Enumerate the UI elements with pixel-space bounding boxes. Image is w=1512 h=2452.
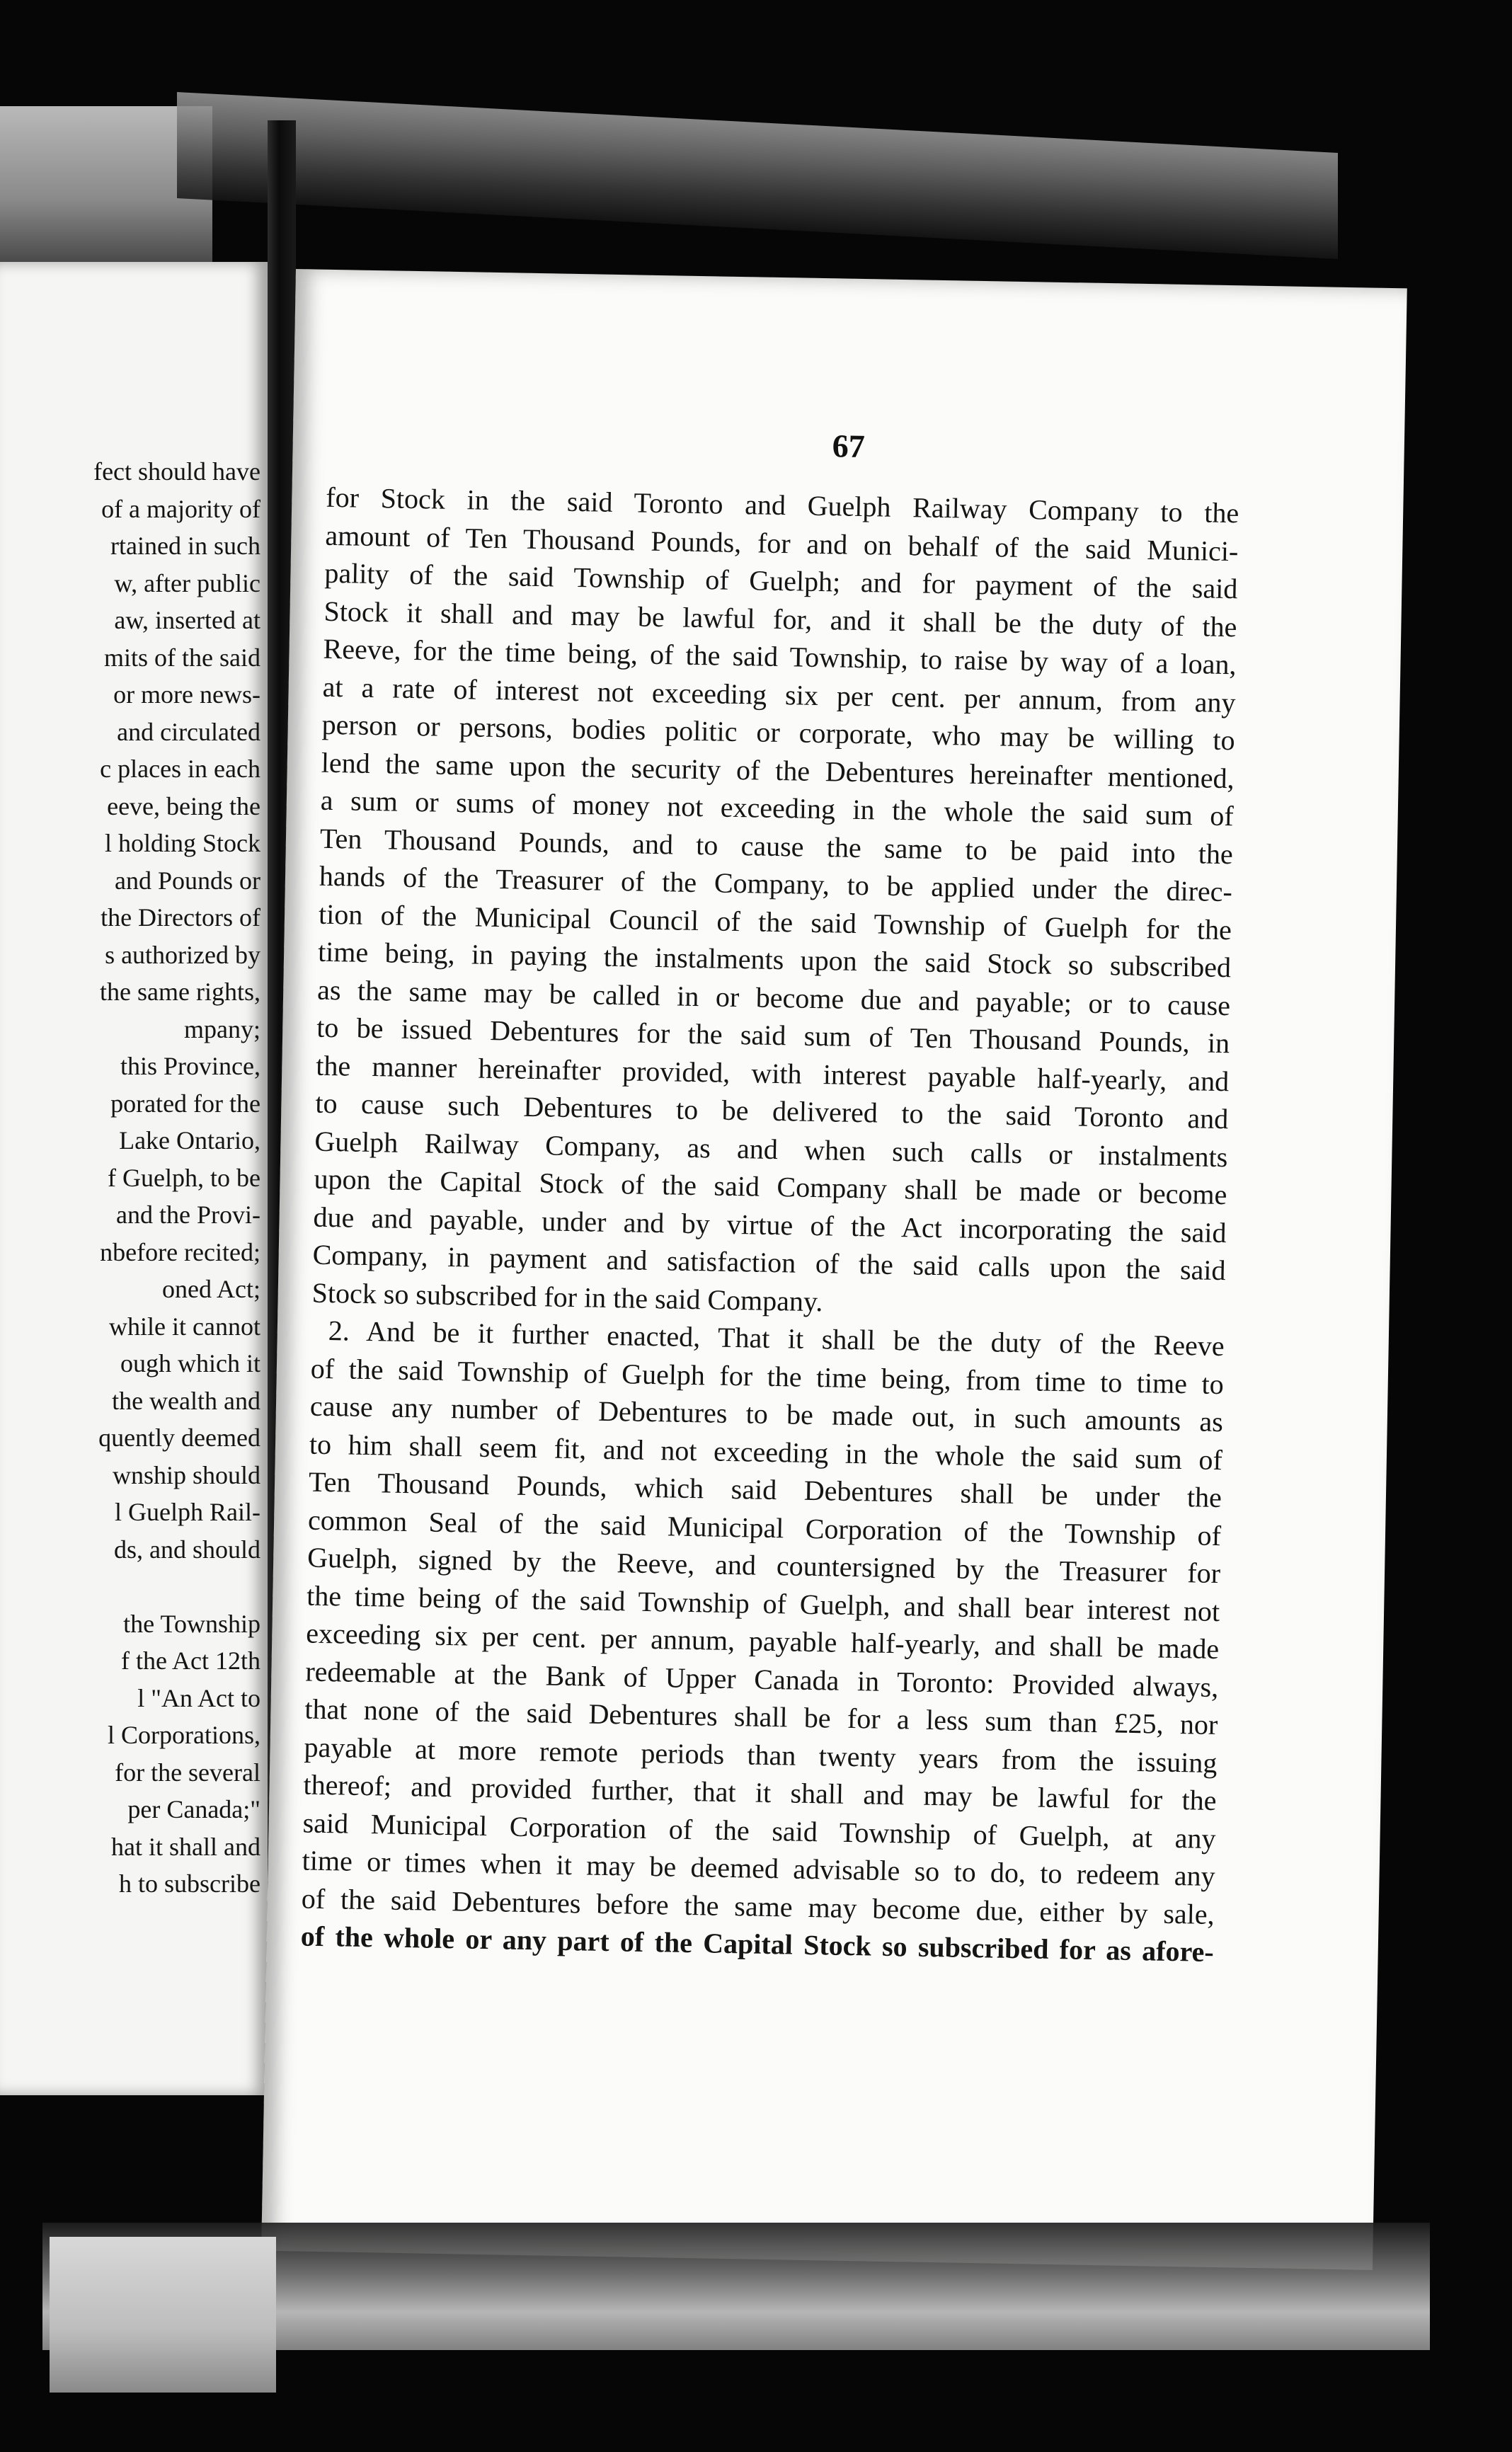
text-line: for Stock in the said Toronto and Guelph Railway Company to the <box>325 481 1239 529</box>
text-line: Guelph Railway Company, as and when such calls or instalments <box>314 1125 1228 1173</box>
left-text-line: ds, and should <box>114 1535 260 1564</box>
left-text-line: aw, inserted at <box>114 606 260 634</box>
text-line: upon the Capital Stock of the said Company shall be made or become <box>314 1162 1227 1211</box>
left-text-line: s authorized by <box>105 940 260 969</box>
text-line: Guelph, signed by the Reeve, and countersigned by the Treasurer for <box>307 1541 1221 1590</box>
text-line: of the said Township of Guelph for the time being, from time to time to <box>310 1352 1225 1400</box>
left-text-line: per Canada;" <box>127 1795 260 1823</box>
text-line: Ten Thousand Pounds, and to cause the same to be paid into the <box>319 822 1234 870</box>
text-line: common Seal of the said Municipal Corporation of the Township of <box>307 1503 1222 1552</box>
right-page <box>261 269 1407 2270</box>
left-text-line: l holding Stock <box>104 829 260 857</box>
left-text-line: the Directors of <box>101 903 260 932</box>
text-line: lend the same upon the security of the Debentures hereinafter mentioned, <box>321 746 1235 794</box>
text-line: to him shall seem fit, and not exceeding in the whole the said sum of <box>309 1428 1223 1476</box>
text-line: due and payable, under and by virtue of the Act incorporating the said <box>313 1201 1227 1249</box>
left-text-line: porated for the <box>110 1089 260 1118</box>
left-text-line: or more news- <box>113 680 260 709</box>
left-text-line: f the Act 12th <box>121 1646 260 1675</box>
text-line: payable at more remote periods than twenty years from the issuing <box>304 1731 1218 1779</box>
left-text-line: hat it shall and <box>111 1832 260 1861</box>
text-line: said Municipal Corporation of the said Township of Guelph, at any <box>302 1806 1216 1855</box>
text-line: exceeding six per cent. per annum, payable half-yearly, and shall be made <box>305 1617 1220 1666</box>
text-line: the time being of the said Township of Guelph, and shall bear interest not <box>306 1579 1220 1627</box>
left-text-line: l Guelph Rail- <box>115 1498 260 1526</box>
left-facing-page <box>0 262 268 2095</box>
left-text-line: nbefore recited; <box>100 1237 260 1266</box>
left-text-line: mits of the said <box>104 643 260 672</box>
text-line: Stock it shall and may be lawful for, and it shall be the duty of the <box>323 595 1237 643</box>
left-text-line <box>0 1568 260 1605</box>
left-text-line: fect should have <box>93 457 260 486</box>
text-line: time being, in paying the instalments upon the said Stock so subscribed <box>317 935 1232 984</box>
left-text-line: h to subscribe <box>119 1869 260 1898</box>
left-text-line: for the several <box>115 1758 260 1787</box>
text-line: cause any number of Debentures to be made out, in such amounts as <box>309 1390 1224 1438</box>
text-line: 2. And be it further enacted, That it shall be the duty of the Reeve <box>328 1314 1225 1363</box>
left-text-line: mpany; <box>184 1014 260 1043</box>
text-line: thereof; and provided further, that it shall and may be lawful for the <box>303 1768 1217 1817</box>
left-text-line: oned Act; <box>162 1275 260 1303</box>
left-text-line: c places in each <box>100 755 260 783</box>
text-line: as the same may be called in or become due and payable; or to cause <box>316 973 1231 1021</box>
text-line: a sum or sums of money not exceeding in the whole the said sum of <box>320 784 1235 832</box>
text-line: amount of Ten Thousand Pounds, for and on behalf of the said Munici- <box>325 519 1239 567</box>
text-line: redeemable at the Bank of Upper Canada in Toronto: Provided always, <box>305 1655 1219 1703</box>
left-text-line: wnship should <box>112 1460 260 1489</box>
left-text-line: and circulated <box>117 717 260 746</box>
left-text-line: w, after public <box>114 568 260 597</box>
left-text-line: l "An Act to <box>137 1683 260 1712</box>
text-line: at a rate of interest not exceeding six per cent. per annum, from any <box>322 670 1236 718</box>
text-line: Reeve, for the time being, of the said Township, to raise by way of a loan, <box>323 632 1237 681</box>
text-line: to be issued Debentures for the said sum of Ten Thousand Pounds, in <box>316 1011 1230 1060</box>
page-number: 67 <box>832 428 866 465</box>
left-text-line: and the Provi- <box>116 1201 260 1229</box>
left-text-line: while it cannot <box>109 1312 260 1341</box>
left-text-line: Lake Ontario, <box>119 1126 260 1155</box>
text-line: tion of the Municipal Council of the said Township of Guelph for the <box>318 898 1232 946</box>
left-text-line: quently deemed <box>98 1423 260 1452</box>
left-text-line: l Corporations, <box>108 1721 260 1749</box>
left-text-line: and Pounds or <box>115 866 260 895</box>
text-line: the manner hereinafter provided, with interest payable half-yearly, and <box>315 1049 1230 1097</box>
text-line: time or times when it may be deemed advisable so to do, to redeem any <box>302 1844 1215 1893</box>
text-line: person or persons, bodies politic or corporate, who may be willing to <box>321 708 1235 757</box>
left-text-line: this Province, <box>120 1052 260 1080</box>
left-text-line: rtained in such <box>110 532 260 560</box>
left-text-line: f Guelph, to be <box>108 1163 260 1192</box>
left-text-line: the wealth and <box>112 1386 260 1415</box>
left-text-line: the Township <box>123 1609 260 1638</box>
text-line: to cause such Debentures to be delivered to the said Toronto and <box>315 1087 1229 1135</box>
left-text-line: the same rights, <box>100 978 260 1006</box>
left-text-line: ough which it <box>120 1349 260 1377</box>
right-page-body-text <box>300 479 1239 1971</box>
text-line: of the said Debentures before the same may become due, either by sale, <box>301 1881 1215 1930</box>
left-page-bottom-edge <box>50 2237 276 2393</box>
text-line: Company, in payment and satisfaction of the said calls upon the said <box>312 1238 1226 1287</box>
text-line: Stock so subscribed for in the said Company. <box>311 1276 823 1317</box>
text-line: Ten Thousand Pounds, which said Debentures shall be under the <box>308 1465 1222 1514</box>
text-line: that none of the said Debentures shall be for a less sum than £25, nor <box>304 1692 1218 1741</box>
left-page-text <box>0 453 260 1903</box>
text-line: of the whole or any part of the Capital Stock so subscribed for as afore- <box>300 1920 1215 1968</box>
text-line: hands of the Treasurer of the Company, to be applied under the direc- <box>319 859 1233 908</box>
book-top-edge <box>177 92 1338 259</box>
left-text-line: eeve, being the <box>107 791 260 820</box>
text-line: pality of the said Township of Guelph; and for payment of the said <box>324 556 1238 605</box>
left-text-line: of a majority of <box>101 494 260 523</box>
